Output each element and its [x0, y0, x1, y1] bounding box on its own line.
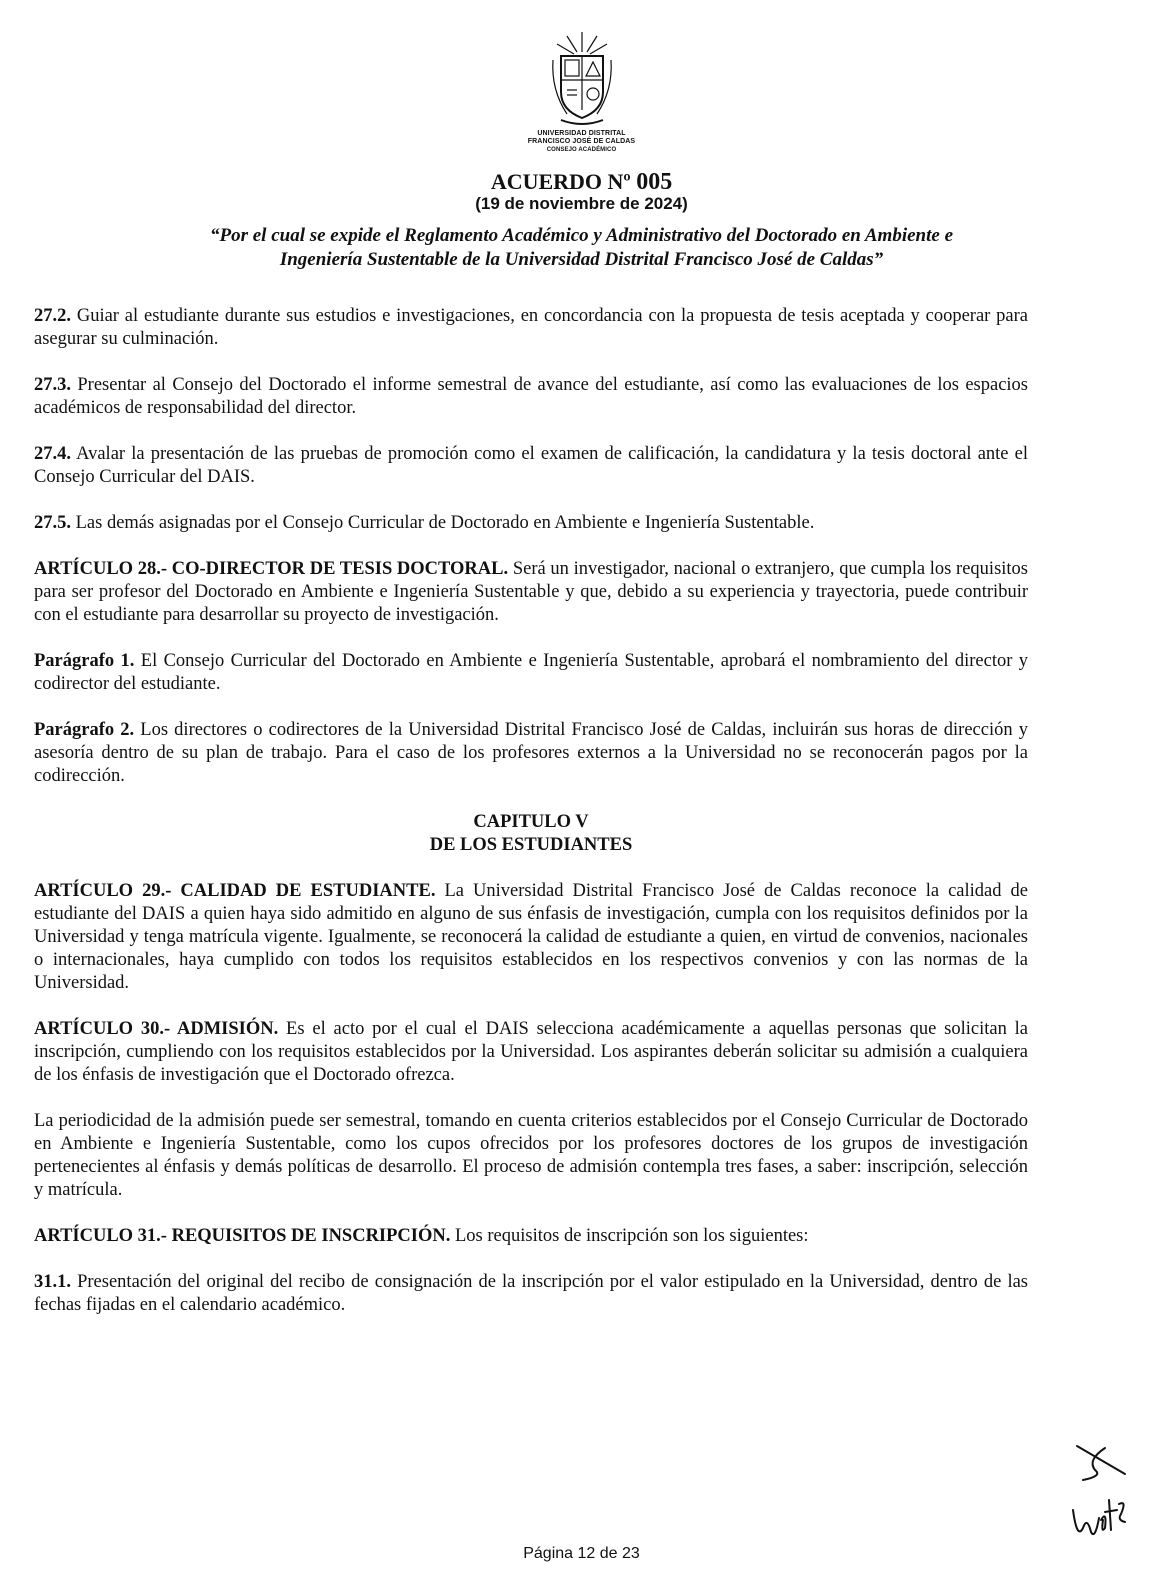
item-27-4	[34, 443, 1028, 489]
chapter-title: DE LOS ESTUDIANTES	[429, 835, 633, 855]
article-30	[34, 1018, 1028, 1087]
item-text: Presentación del original del recibo de consignación de la inscripción por el valor estipulado en la Universidad, dentro de las fechas fijadas en el calendario académico.	[34, 1272, 1028, 1315]
agreement-number: 005	[636, 169, 673, 195]
item-number: 27.3.	[34, 375, 71, 395]
item-number: 27.5.	[34, 513, 71, 533]
paragraph-title: Parágrafo 2.	[34, 720, 135, 740]
item-31-1	[34, 1271, 1028, 1317]
article-29	[34, 880, 1028, 995]
article-text: Será un investigador, nacional o extranjero, que cumpla los requisitos para ser profesor del Doctorado en Ambiente e Ingeniería Sustentable y que, debido a su experiencia y trayectoria, puede contribuir con el estudiante para desarrollar su proyecto de investigación.	[34, 559, 1028, 625]
paragraph-text: El Consejo Curricular del Doctorado en Ambiente e Ingeniería Sustentable, aprobará el nombramiento del director y codirector del estudiante.	[34, 651, 1028, 694]
document-header	[0, 30, 1163, 272]
article-title: ARTÍCULO 30.- ADMISIÓN.	[34, 1019, 279, 1039]
item-text: Las demás asignadas por el Consejo Curricular de Doctorado en Ambiente e Ingeniería Sustentable.	[71, 513, 815, 533]
article-31	[34, 1225, 1028, 1248]
article-title: ARTÍCULO 31.- REQUISITOS DE INSCRIPCIÓN.	[34, 1226, 451, 1246]
handwritten-initials-icon	[1065, 1440, 1135, 1550]
article-30-paragraph-2: La periodicidad de la admisión puede ser semestral, tomando en cuenta criterios establecidos por el Consejo Curricular de Doctorado en Ambiente e Ingeniería Sustentable, como los cupos ofrecidos por los profesores doctores de los grupos de investigación pertenecientes al énfasis y demás políticas de desarrollo. El proceso de admisión contempla tres fases, a saber: inscripción, selección y matrícula.	[34, 1111, 1028, 1200]
agreement-label: ACUERDO Nº	[490, 169, 631, 194]
item-text: Presentar al Consejo del Doctorado el informe semestral de avance del estudiante, así como las evaluaciones de los espacios académicos de responsabilidad del director.	[34, 375, 1028, 418]
subtitle-line-2: Ingeniería Sustentable de la Universidad Distrital Francisco José de Caldas”	[279, 249, 884, 270]
article-text: Los requisitos de inscripción son los siguientes:	[450, 1226, 809, 1246]
agreement-subtitle	[0, 224, 1163, 272]
subtitle-line-1: “Por el cual se expide el Reglamento Académico y Administrativo del Doctorado en Ambiente e	[209, 225, 953, 246]
article-title: ARTÍCULO 28.- CO-DIRECTOR DE TESIS DOCTORAL.	[34, 559, 509, 579]
item-number: 27.2.	[34, 306, 71, 326]
item-text: Guiar al estudiante durante sus estudios e investigaciones, en concordancia con la propuesta de tesis aceptada y cooperar para asegurar su culminación.	[34, 306, 1028, 349]
article-text: Es el acto por el cual el DAIS selecciona académicamente a aquellas personas que solicitan la inscripción, cumpliendo con los requisitos establecidos por la Universidad. Los aspirantes deberán solicitar su admisión a cualquiera de los énfasis de investigación que el Doctorado ofrezca.	[34, 1019, 1028, 1085]
item-text: Avalar la presentación de las pruebas de promoción como el examen de calificación, la candidatura y la tesis doctoral ante el Consejo Curricular del DAIS.	[34, 444, 1028, 487]
document-body	[34, 305, 1028, 1340]
item-27-2	[34, 305, 1028, 351]
chapter-heading	[34, 811, 1028, 857]
item-27-5	[34, 512, 1028, 535]
institution-name: UNIVERSIDAD DISTRITAL	[537, 130, 626, 137]
paragraph-1	[34, 650, 1028, 696]
page-number: Página 12 de 23	[523, 1545, 640, 1562]
paragraph-text: Los directores o codirectores de la Universidad Distrital Francisco José de Caldas, incluirán sus horas de dirección y asesoría dentro de su plan de trabajo. Para el caso de los profesores externos a la Universidad no se reconocerán pagos por la codirección.	[34, 720, 1028, 786]
institution-name-2: FRANCISCO JOSÉ DE CALDAS	[527, 138, 636, 145]
paragraph-title: Parágrafo 1.	[34, 651, 135, 671]
article-title: ARTÍCULO 29.- CALIDAD DE ESTUDIANTE.	[34, 881, 436, 901]
agreement-title	[0, 170, 1163, 194]
item-number: 27.4.	[34, 444, 71, 464]
chapter-number: CAPITULO V	[473, 812, 589, 832]
institution-council: CONSEJO ACADÉMICO	[546, 147, 617, 153]
article-text: La Universidad Distrital Francisco José de Caldas reconoce la calidad de estudiante del DAIS a quien haya sido admitido en alguno de sus énfasis de investigación, cumpla con los requisitos definidos por la Universidad y tenga matrícula vigente. Igualmente, se reconocerá la calidad de estudiante a quien, en virtud de convenios, nacionales o internacionales, haya cumplido con todos los requisitos establecidos en los respectivos convenios y con las normas de la Universidad.	[34, 881, 1029, 993]
agreement-date: (19 de noviembre de 2024)	[475, 194, 688, 213]
article-28	[34, 558, 1028, 627]
university-seal-icon	[547, 30, 617, 130]
item-number: 31.1.	[34, 1272, 71, 1292]
paragraph-2	[34, 719, 1028, 788]
item-27-3	[34, 374, 1028, 420]
